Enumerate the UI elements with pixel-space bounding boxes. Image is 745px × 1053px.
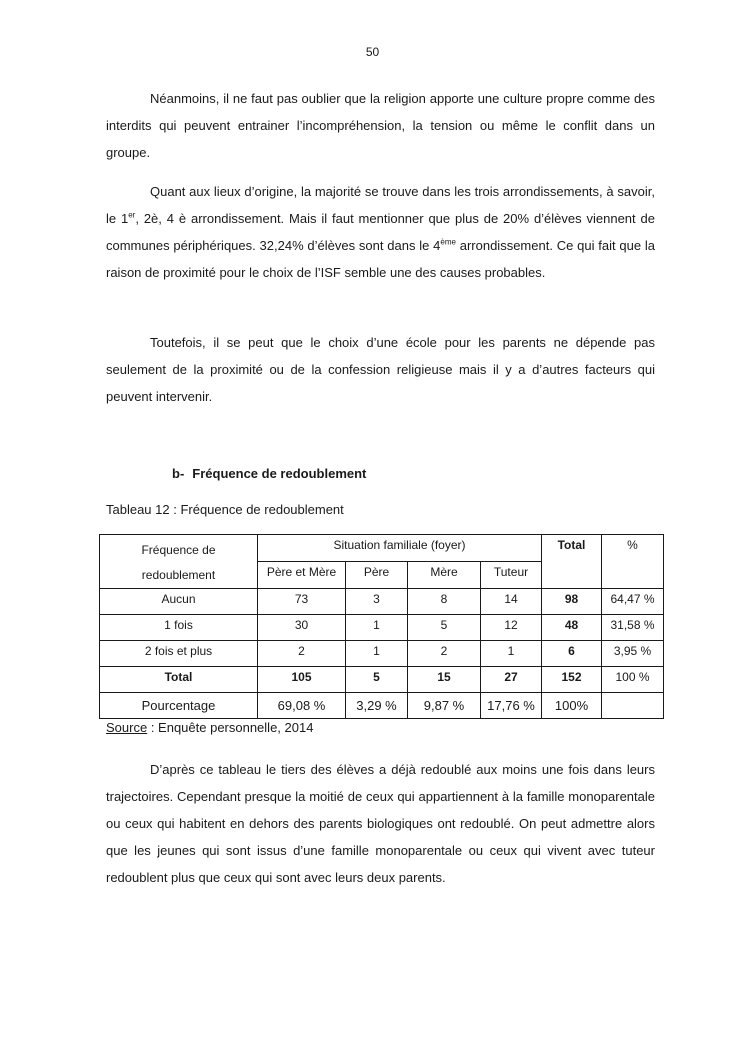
cell-percent: 3,95 % [602,641,664,667]
cell: 1 [346,615,408,641]
header-col-pere: Père [346,562,408,589]
cell-total: 6 [542,641,602,667]
paragraph-religion: Néanmoins, il ne faut pas oublier que la religion apporte une culture propre comme des interdits qui peuvent entrainer l’incompréhension, la tension ou même le conflit dans un groupe. [106,91,655,160]
section-marker: b- [172,466,185,481]
row-label: Pourcentage [100,693,258,719]
cell: 12 [481,615,542,641]
paragraph-other-factors: Toutefois, il se peut que le choix d’une école pour les parents ne dépende pas seulement de la proximité ou de la confession religieuse mais il y a d’autres facteurs qui peuvent intervenir. [106,335,655,404]
row-label: Aucun [100,589,258,615]
cell: 5 [408,615,481,641]
cell: 73 [258,589,346,615]
cell-total: 98 [542,589,602,615]
table-source [106,720,313,735]
row-label: Total [100,667,258,693]
header-col-pere-et-mere: Père et Mère [258,562,346,589]
paragraph-analysis: D’après ce tableau le tiers des élèves a déjà redoublé aux moins une fois dans leurs trajectoires. Cependant presque la moitié de ceux qui appartiennent à la famille monoparentale ou ceux qui habitent en dehors des parents biologiques ont redoublé. On peut admettre alors que les jeunes qui sont issus d’une famille monoparentale ou ceux qui vivent avec tuteur redoublent plus que ceux qui sont avec leurs deux parents. [106,762,655,885]
header-percent: % [602,535,664,589]
redoublement-table [99,534,664,719]
cell-percent [602,693,664,719]
paragraph-origin-part3: arrondissement. Ce qui fait que la raison de proximité pour le choix de l’ISF semble une des causes probables. [106,238,655,280]
table-row [100,589,664,615]
table-row-total [100,667,664,693]
superscript-er: er [128,210,136,220]
cell: 5 [346,667,408,693]
source-text: : Enquête personnelle, 2014 [147,720,314,735]
paragraph-origin-part1: Quant aux lieux d’origine, la majorité se trouve dans les trois arrondissements, à savoir, le 1 [106,184,655,226]
page-number: 50 [365,45,380,59]
cell: 27 [481,667,542,693]
section-heading [172,466,366,481]
cell: 1 [346,641,408,667]
header-col-tuteur: Tuteur [481,562,542,589]
cell: 9,87 % [408,693,481,719]
superscript-eme: ème [440,237,456,247]
cell: 3 [346,589,408,615]
cell: 2 [258,641,346,667]
cell: 8 [408,589,481,615]
header-row-label: Fréquence de redoublement [100,535,258,589]
row-label: 1 fois [100,615,258,641]
table-caption: Tableau 12 : Fréquence de redoublement [106,502,344,517]
header-group: Situation familiale (foyer) [258,535,542,562]
row-label: 2 fois et plus [100,641,258,667]
table-row [100,641,664,667]
cell: 3,29 % [346,693,408,719]
paragraph-origin [106,178,655,286]
cell: 69,08 % [258,693,346,719]
cell-percent: 31,58 % [602,615,664,641]
cell: 30 [258,615,346,641]
cell: 2 [408,641,481,667]
cell-percent: 64,47 % [602,589,664,615]
cell-total: 48 [542,615,602,641]
cell: 14 [481,589,542,615]
cell: 15 [408,667,481,693]
paragraph-origin-part2: , 2è, 4 è arrondissement. Mais il faut mentionner que plus de 20% d’élèves viennent de communes périphériques. 32,24% d’élèves sont dans le 4 [106,211,655,253]
table-row [100,615,664,641]
cell-percent: 100 % [602,667,664,693]
cell-total: 152 [542,667,602,693]
table-header-row [100,535,664,562]
cell: 17,76 % [481,693,542,719]
section-title: Fréquence de redoublement [192,466,367,481]
cell: 105 [258,667,346,693]
cell: 1 [481,641,542,667]
table-row-percentage [100,693,664,719]
header-col-mere: Mère [408,562,481,589]
header-total: Total [542,535,602,589]
cell-total: 100% [542,693,602,719]
source-label: Source [106,720,148,735]
